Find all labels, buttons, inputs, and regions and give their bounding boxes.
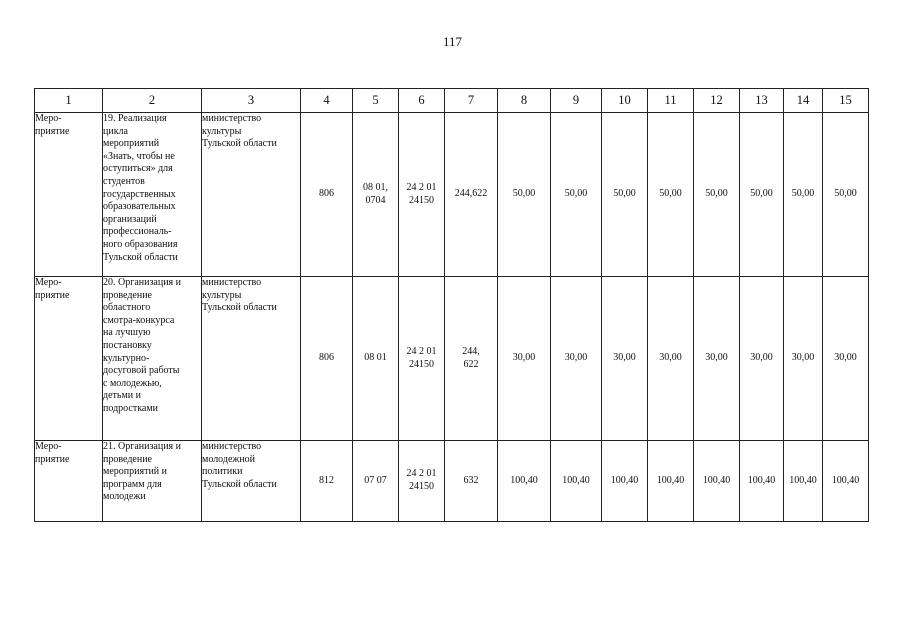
value-cell: 50,00 (498, 113, 551, 277)
value-cell: 100,40 (694, 441, 740, 522)
value-cell: 50,00 (784, 113, 823, 277)
grbs-cell: 812 (301, 441, 353, 522)
vr-cell: 244, 622 (445, 277, 498, 441)
row-type-cell: Меро- приятие (35, 113, 103, 277)
executor-cell: министерство культуры Тульской области (202, 277, 301, 441)
column-header: 14 (784, 89, 823, 113)
value-cell: 50,00 (823, 113, 869, 277)
rzpr-cell: 08 01, 0704 (353, 113, 399, 277)
page-number: 117 (442, 34, 463, 49)
grbs-cell: 806 (301, 113, 353, 277)
row-type-cell: Меро- приятие (35, 277, 103, 441)
value-cell: 50,00 (740, 113, 784, 277)
event-name-cell: 21. Организация и проведение мероприятий и программ для молодежи (103, 441, 202, 522)
value-cell: 30,00 (740, 277, 784, 441)
header-row (35, 89, 869, 113)
grbs-cell: 806 (301, 277, 353, 441)
event-name-cell: 20. Организация и проведение областного смотра-конкурса на лучшую постановку культурно- досуговой работы с молодежью, детьми и подростками (103, 277, 202, 441)
csr-cell: 24 2 01 24150 (399, 277, 445, 441)
column-header: 6 (399, 89, 445, 113)
column-header: 9 (551, 89, 602, 113)
column-header: 13 (740, 89, 784, 113)
rzpr-cell: 07 07 (353, 441, 399, 522)
value-cell: 30,00 (498, 277, 551, 441)
value-cell: 50,00 (602, 113, 648, 277)
table-row (35, 277, 869, 441)
value-cell: 100,40 (602, 441, 648, 522)
column-header: 10 (602, 89, 648, 113)
event-name-cell: 19. Реализация цикла мероприятий «Знать, чтобы не оступиться» для студентов государственных образовательных организаций профессиональ- ного образования Тульской области (103, 113, 202, 277)
value-cell: 100,40 (784, 441, 823, 522)
column-header: 2 (103, 89, 202, 113)
value-cell: 30,00 (602, 277, 648, 441)
csr-cell: 24 2 01 24150 (399, 113, 445, 277)
value-cell: 100,40 (498, 441, 551, 522)
column-header: 3 (202, 89, 301, 113)
value-cell: 30,00 (648, 277, 694, 441)
column-header: 4 (301, 89, 353, 113)
value-cell: 30,00 (823, 277, 869, 441)
column-header: 12 (694, 89, 740, 113)
rzpr-cell: 08 01 (353, 277, 399, 441)
column-header: 8 (498, 89, 551, 113)
column-header: 11 (648, 89, 694, 113)
value-cell: 30,00 (551, 277, 602, 441)
executor-cell: министерство культуры Тульской области (202, 113, 301, 277)
csr-cell: 24 2 01 24150 (399, 441, 445, 522)
column-header: 7 (445, 89, 498, 113)
value-cell: 50,00 (694, 113, 740, 277)
value-cell: 30,00 (694, 277, 740, 441)
column-header: 1 (35, 89, 103, 113)
value-cell: 30,00 (784, 277, 823, 441)
value-cell: 100,40 (823, 441, 869, 522)
value-cell: 50,00 (648, 113, 694, 277)
value-cell: 100,40 (740, 441, 784, 522)
column-header: 5 (353, 89, 399, 113)
value-cell: 50,00 (551, 113, 602, 277)
budget-table (34, 88, 869, 522)
executor-cell: министерство молодежной политики Тульской области (202, 441, 301, 522)
row-type-cell: Меро- приятие (35, 441, 103, 522)
table-row (35, 113, 869, 277)
column-header: 15 (823, 89, 869, 113)
vr-cell: 632 (445, 441, 498, 522)
table-row (35, 441, 869, 522)
vr-cell: 244,622 (445, 113, 498, 277)
value-cell: 100,40 (648, 441, 694, 522)
value-cell: 100,40 (551, 441, 602, 522)
